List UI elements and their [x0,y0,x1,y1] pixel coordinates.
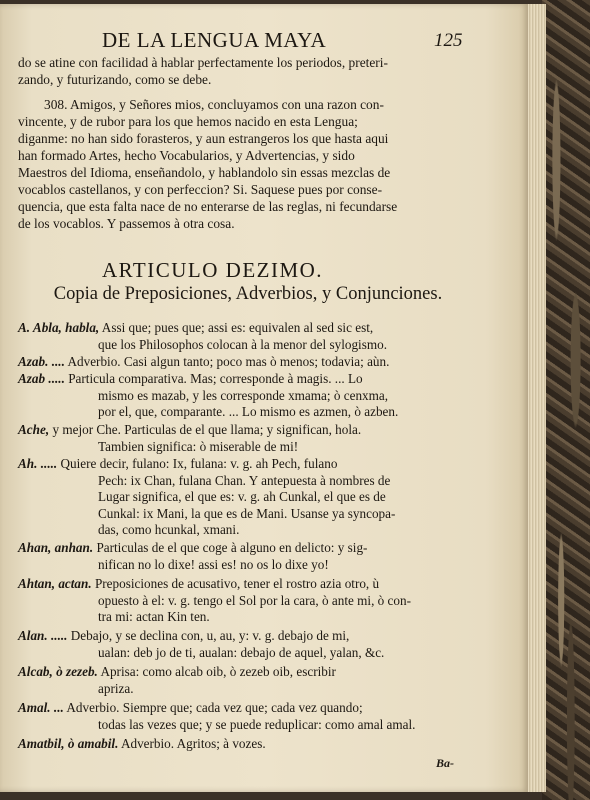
entry-definition: Adverbio. Siempre que; cada vez que; cada vez quando; [66,700,363,715]
entry-definition: das, como hcunkal, xmani. [98,522,240,537]
entry-definition: Lugar significa, el que es: v. g. ah Cunkal, el que es de [98,489,386,504]
article-title: ARTICULO DEZIMO. [102,258,324,282]
page-edges [527,4,546,792]
entry-definition: mismo es mazab, y les corresponde xmama; ò cenxma, [98,387,389,403]
marbled-binding [542,0,590,800]
entry-definition: por el, que, comparante. ... Lo mismo es azmen, ò azben. [98,404,399,419]
entry-definition: todas las vezes que; y se puede reduplicar: como amal amal. [98,716,416,732]
entry-headword: Azab ..... [18,371,65,386]
glossary-entry [18,736,488,753]
entry-definition: Preposiciones de acusativo, tener el rostro azia otro, ù [94,576,380,591]
entry-definition: tra mi: actan Kin ten. [98,609,210,624]
text-line: han formado Artes, hecho Vocabularios, y Advertencias, y sido [18,148,355,163]
entry-definition: apriza. [98,680,134,696]
entry-definition: ualan: deb jo de ti, aualan: debajo de aquel, yalan, &c. [98,644,385,660]
text-line: vocablos castellanos, y con perfeccion? Si. Saquese pues por conse- [18,182,383,197]
glossary-entry [18,320,488,353]
page-number: 125 [434,30,463,51]
entry-headword: Ahan, anhan. [18,540,94,555]
entry-definition: Aprisa: como alcab oib, ò zezeb oib, escribir [100,664,336,679]
glossary-entry [18,422,488,455]
glossary-entry [18,371,488,421]
entry-definition: Adverbio. Casi algun tanto; poco mas ò menos; todavia; aùn. [67,354,390,369]
entry-headword: Alan. ..... [18,628,68,643]
entry-definition: Adverbio. Agritos; à vozes. [120,736,266,751]
text-line: zando, y futurizando, como se debe. [18,72,212,87]
article-subtitle: Copia de Preposiciones, Adverbios, y Conjunciones. [53,284,443,304]
entry-definition: Assi que; pues que; assi es: equivalen al sed sic est, [101,320,374,335]
entry-headword: Azab. .... [18,354,65,369]
entry-definition: nifican no lo dixe! assi es! no os lo dixe yo! [98,556,329,572]
text-line: quencia, que esta falta nace de no enterarse de las reglas, ni fecundarse [18,199,398,214]
glossary-entry [18,664,488,697]
entry-definition: Quiere decir, fulano: Ix, fulana: v. g. ah Pech, fulano [60,456,338,471]
running-head: DE LA LENGUA MAYA [102,28,327,52]
entry-definition: que los Philosophos colocan à la menor del sylogismo. [98,336,387,352]
entry-headword: Amatbil, ò amabil. [18,736,119,751]
glossary-entry [18,354,488,371]
entry-definition: Tambien significa: ò miserable de mi! [98,438,299,454]
entry-definition: Debajo, y se declina con, u, au, y: v. g. debajo de mi, [70,628,350,643]
glossary-entry [18,456,488,539]
entry-definition: y mejor Che. Particulas de el que llama; y significan, hola. [52,422,362,437]
entry-headword: Ache, [18,422,50,437]
entry-definition: Particula comparativa. Mas; corresponde à magis. ... Lo [68,371,363,386]
entry-definition: Cunkal: ix Mani, la que es de Mani. Usanse ya syncopa- [98,505,396,521]
entry-definition: opuesto à el: v. g. tengo el Sol por la cara, ò ante mi, ò con- [98,592,411,608]
text-line: 308. Amigos, y Señores mios, concluyamos con una razon con- [44,97,384,112]
entry-headword: Ah. ..... [18,456,58,471]
entry-definition: Particulas de el que coge à alguno en delicto: y sig- [96,540,368,555]
glossary-entry [18,628,488,661]
entry-headword: Amal. ... [18,700,64,715]
text-line: do se atine con facilidad à hablar perfectamente los periodos, preteri- [18,55,388,70]
text-line: Maestros del Idioma, enseñandolo, y hablandolo sin essas mezclas de [18,165,391,180]
entry-headword: A. Abla, habla, [18,320,100,335]
catchword: Ba- [436,756,454,770]
glossary-entry [18,540,488,573]
text-line: diganme: no han sido forasteros, y aun estrangeros los que hasta aqui [18,131,389,146]
entry-definition: Pech: ix Chan, fulana Chan. Y antepuesta à nombres de [98,472,391,488]
book-page [0,4,528,792]
glossary-entry [18,576,488,626]
text-line: vincente, y de rubor para los que hemos nacido en esta Lengua; [18,114,358,129]
text-line: de los vocablos. Y passemos à otra cosa. [18,216,235,231]
glossary-entry [18,700,488,733]
section-heading [18,4,478,314]
entry-headword: Alcab, ò zezeb. [18,664,98,679]
entry-headword: Ahtan, actan. [18,576,92,591]
